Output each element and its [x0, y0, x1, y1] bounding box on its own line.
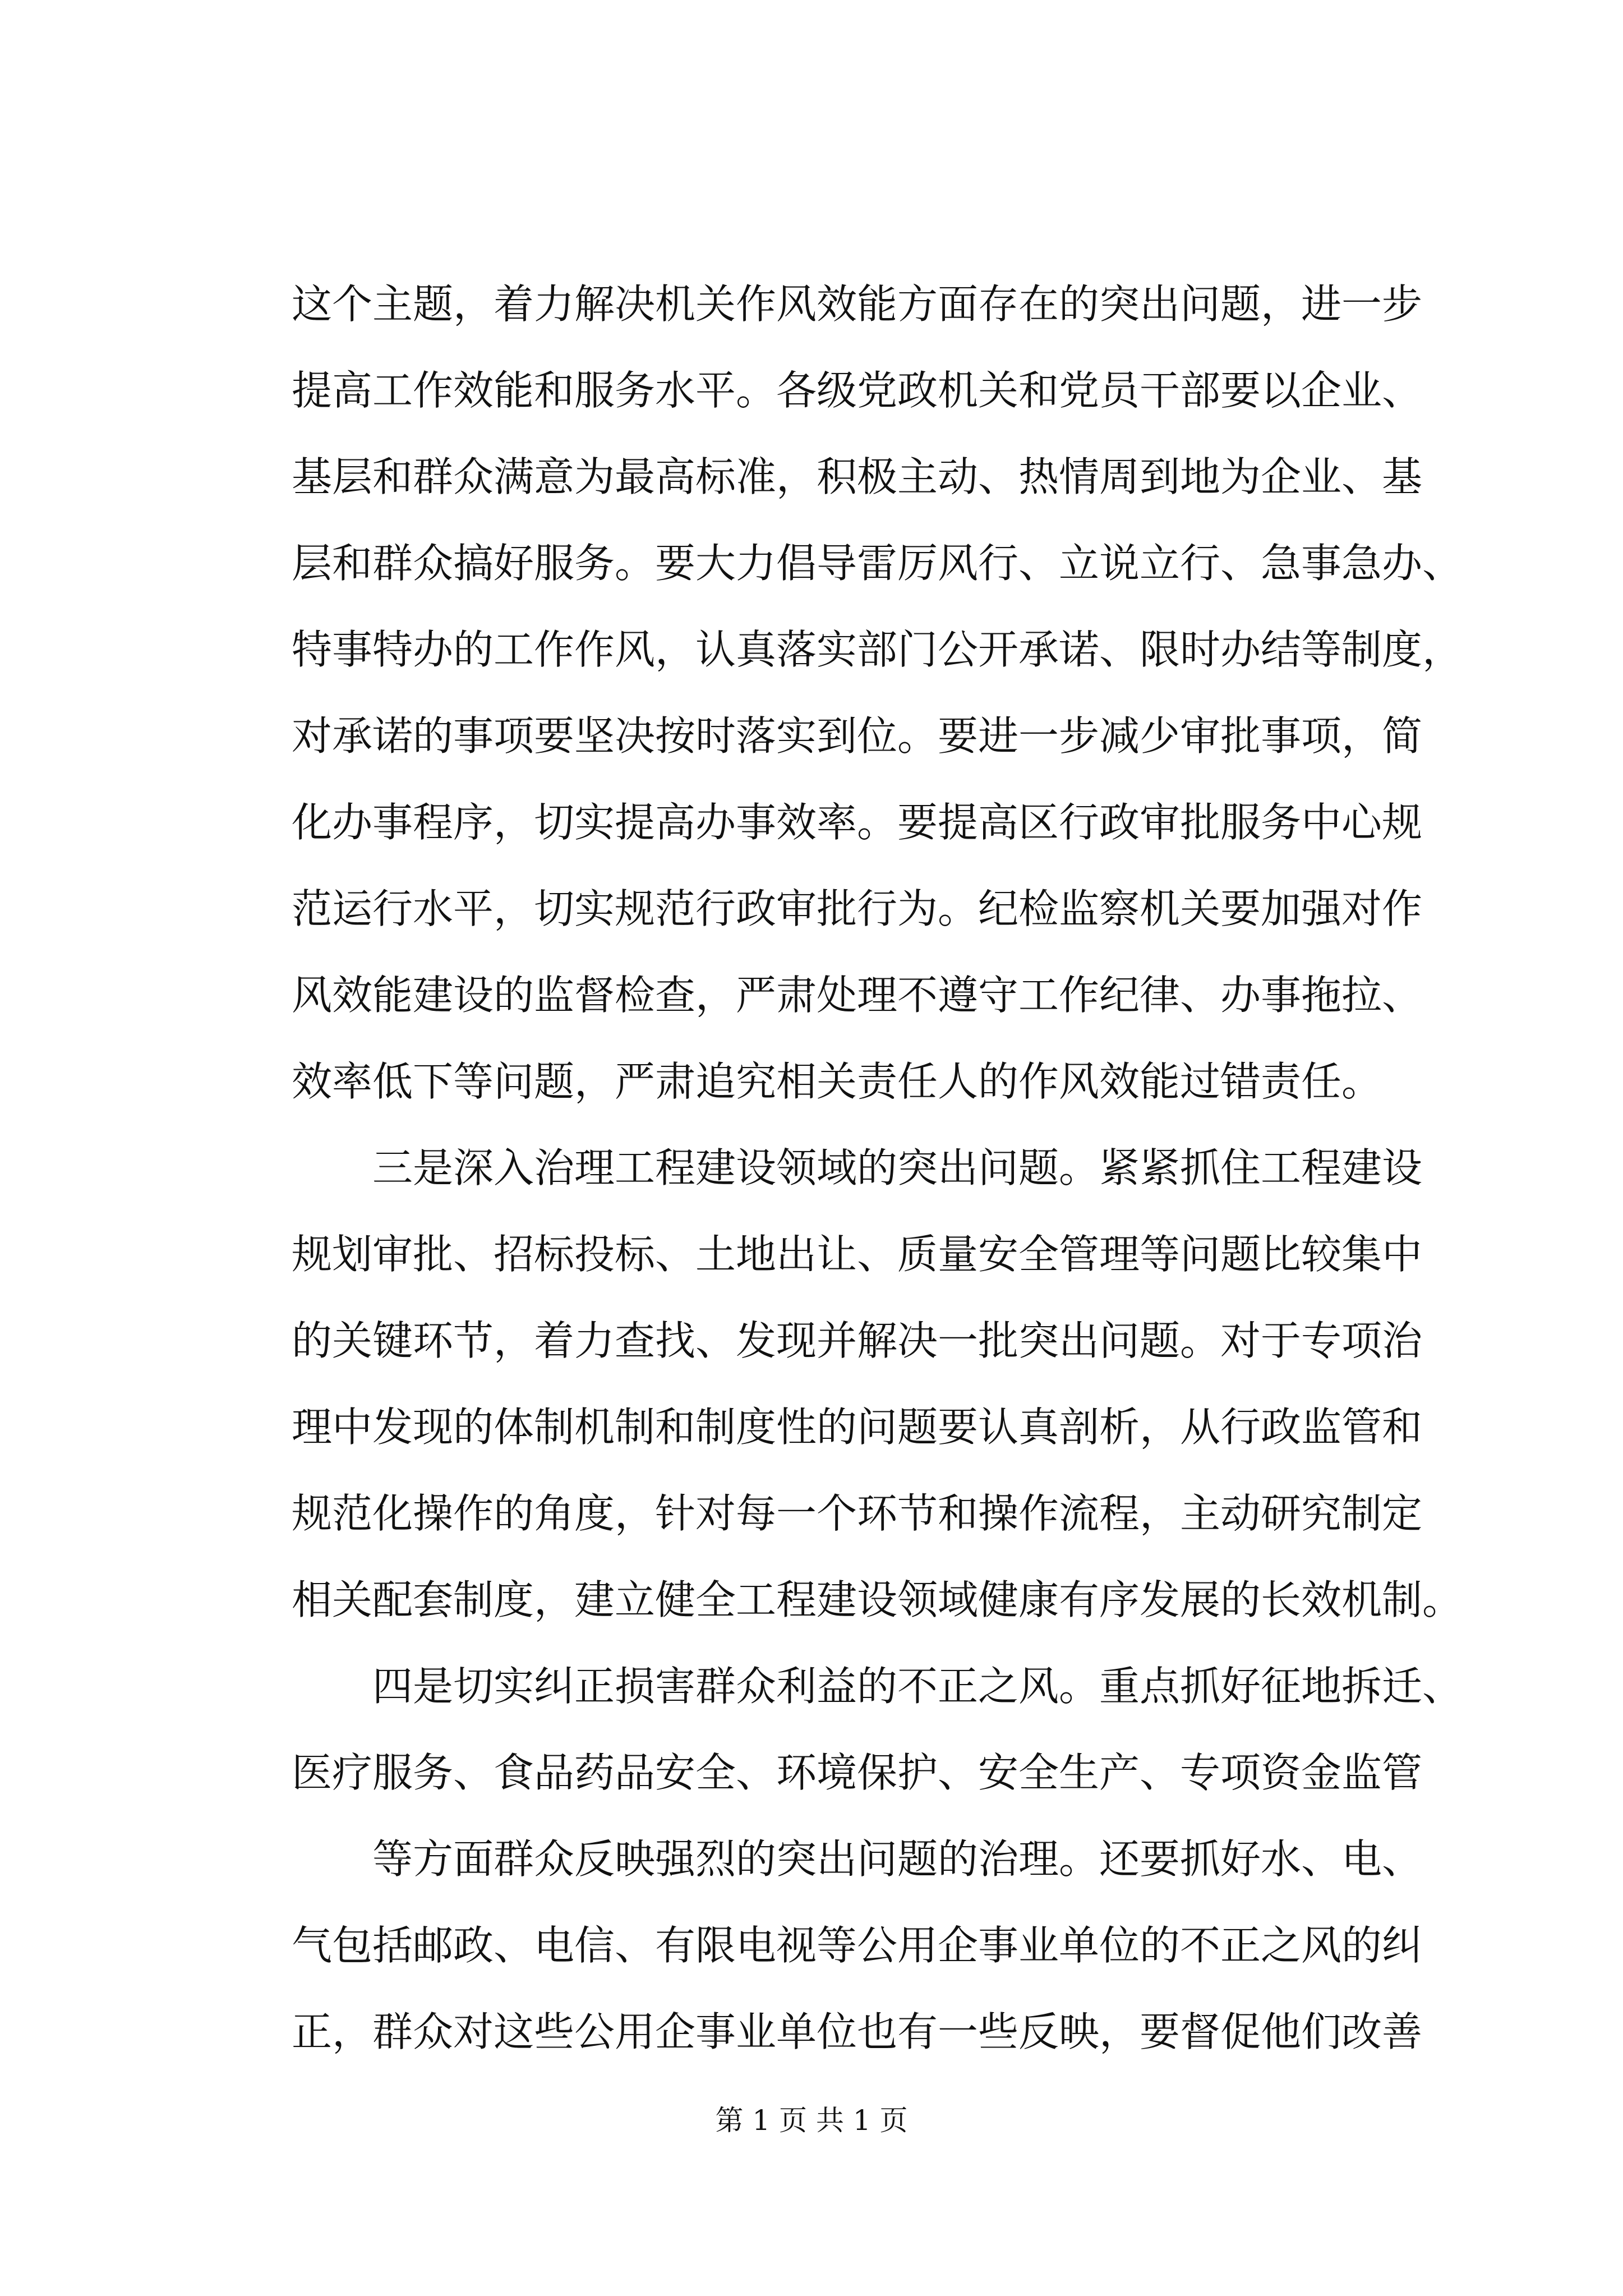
text-line: 理中发现的体制机制和制度性的问题要认真剖析，从行政监管和	[292, 1404, 1423, 1451]
text-line: 基层和群众满意为最高标准，积极主动、热情周到地为企业、基	[292, 453, 1423, 500]
text-line: 层和群众搞好服务。要大力倡导雷厉风行、立说立行、急事急办、	[292, 540, 1463, 587]
text-line: 规划审批、招标投标、土地出让、质量安全管理等问题比较集中	[292, 1231, 1423, 1278]
text-line: 对承诺的事项要坚决按时落实到位。要进一步减少审批事项，简	[292, 712, 1423, 760]
page-number-label: 第 1 页 共 1 页	[715, 2104, 908, 2137]
text-line: 风效能建设的监督检查，严肃处理不遵守工作纪律、办事拖拉、	[292, 972, 1423, 1019]
text-line: 医疗服务、食品药品安全、环境保护、安全生产、专项资金监管	[292, 1749, 1423, 1796]
text-line: 正，群众对这些公用企事业单位也有一些反映，要督促他们改善	[292, 2008, 1423, 2055]
page-footer	[0, 2101, 1623, 2140]
text-line: 的关键环节，着力查找、发现并解决一批突出问题。对于专项治	[292, 1317, 1423, 1364]
text-line: 范运行水平，切实规范行政审批行为。纪检监察机关要加强对作	[292, 885, 1423, 932]
paragraph-start-line: 等方面群众反映强烈的突出问题的治理。还要抓好水、电、	[372, 1835, 1423, 1883]
text-line: 化办事程序，切实提高办事效率。要提高区行政审批服务中心规	[292, 799, 1423, 846]
paragraph-start-line: 三是深入治理工程建设领域的突出问题。紧紧抓住工程建设	[372, 1144, 1423, 1191]
text-line: 特事特办的工作作风，认真落实部门公开承诺、限时办结等制度，	[292, 626, 1463, 673]
text-line: 提高工作效能和服务水平。各级党政机关和党员干部要以企业、	[292, 367, 1423, 414]
text-line: 这个主题，着力解决机关作风效能方面存在的突出问题，进一步	[292, 280, 1423, 328]
text-line: 规范化操作的角度，针对每一个环节和操作流程，主动研究制定	[292, 1490, 1423, 1537]
text-line: 气包括邮政、电信、有限电视等公用企事业单位的不正之风的纠	[292, 1922, 1423, 1969]
body-text	[292, 261, 1463, 2075]
text-line: 效率低下等问题，严肃追究相关责任人的作风效能过错责任。	[292, 1058, 1382, 1105]
paragraph-start-line: 四是切实纠正损害群众利益的不正之风。重点抓好征地拆迁、	[372, 1663, 1463, 1710]
text-line: 相关配套制度，建立健全工程建设领域健康有序发展的长效机制。	[292, 1576, 1463, 1623]
